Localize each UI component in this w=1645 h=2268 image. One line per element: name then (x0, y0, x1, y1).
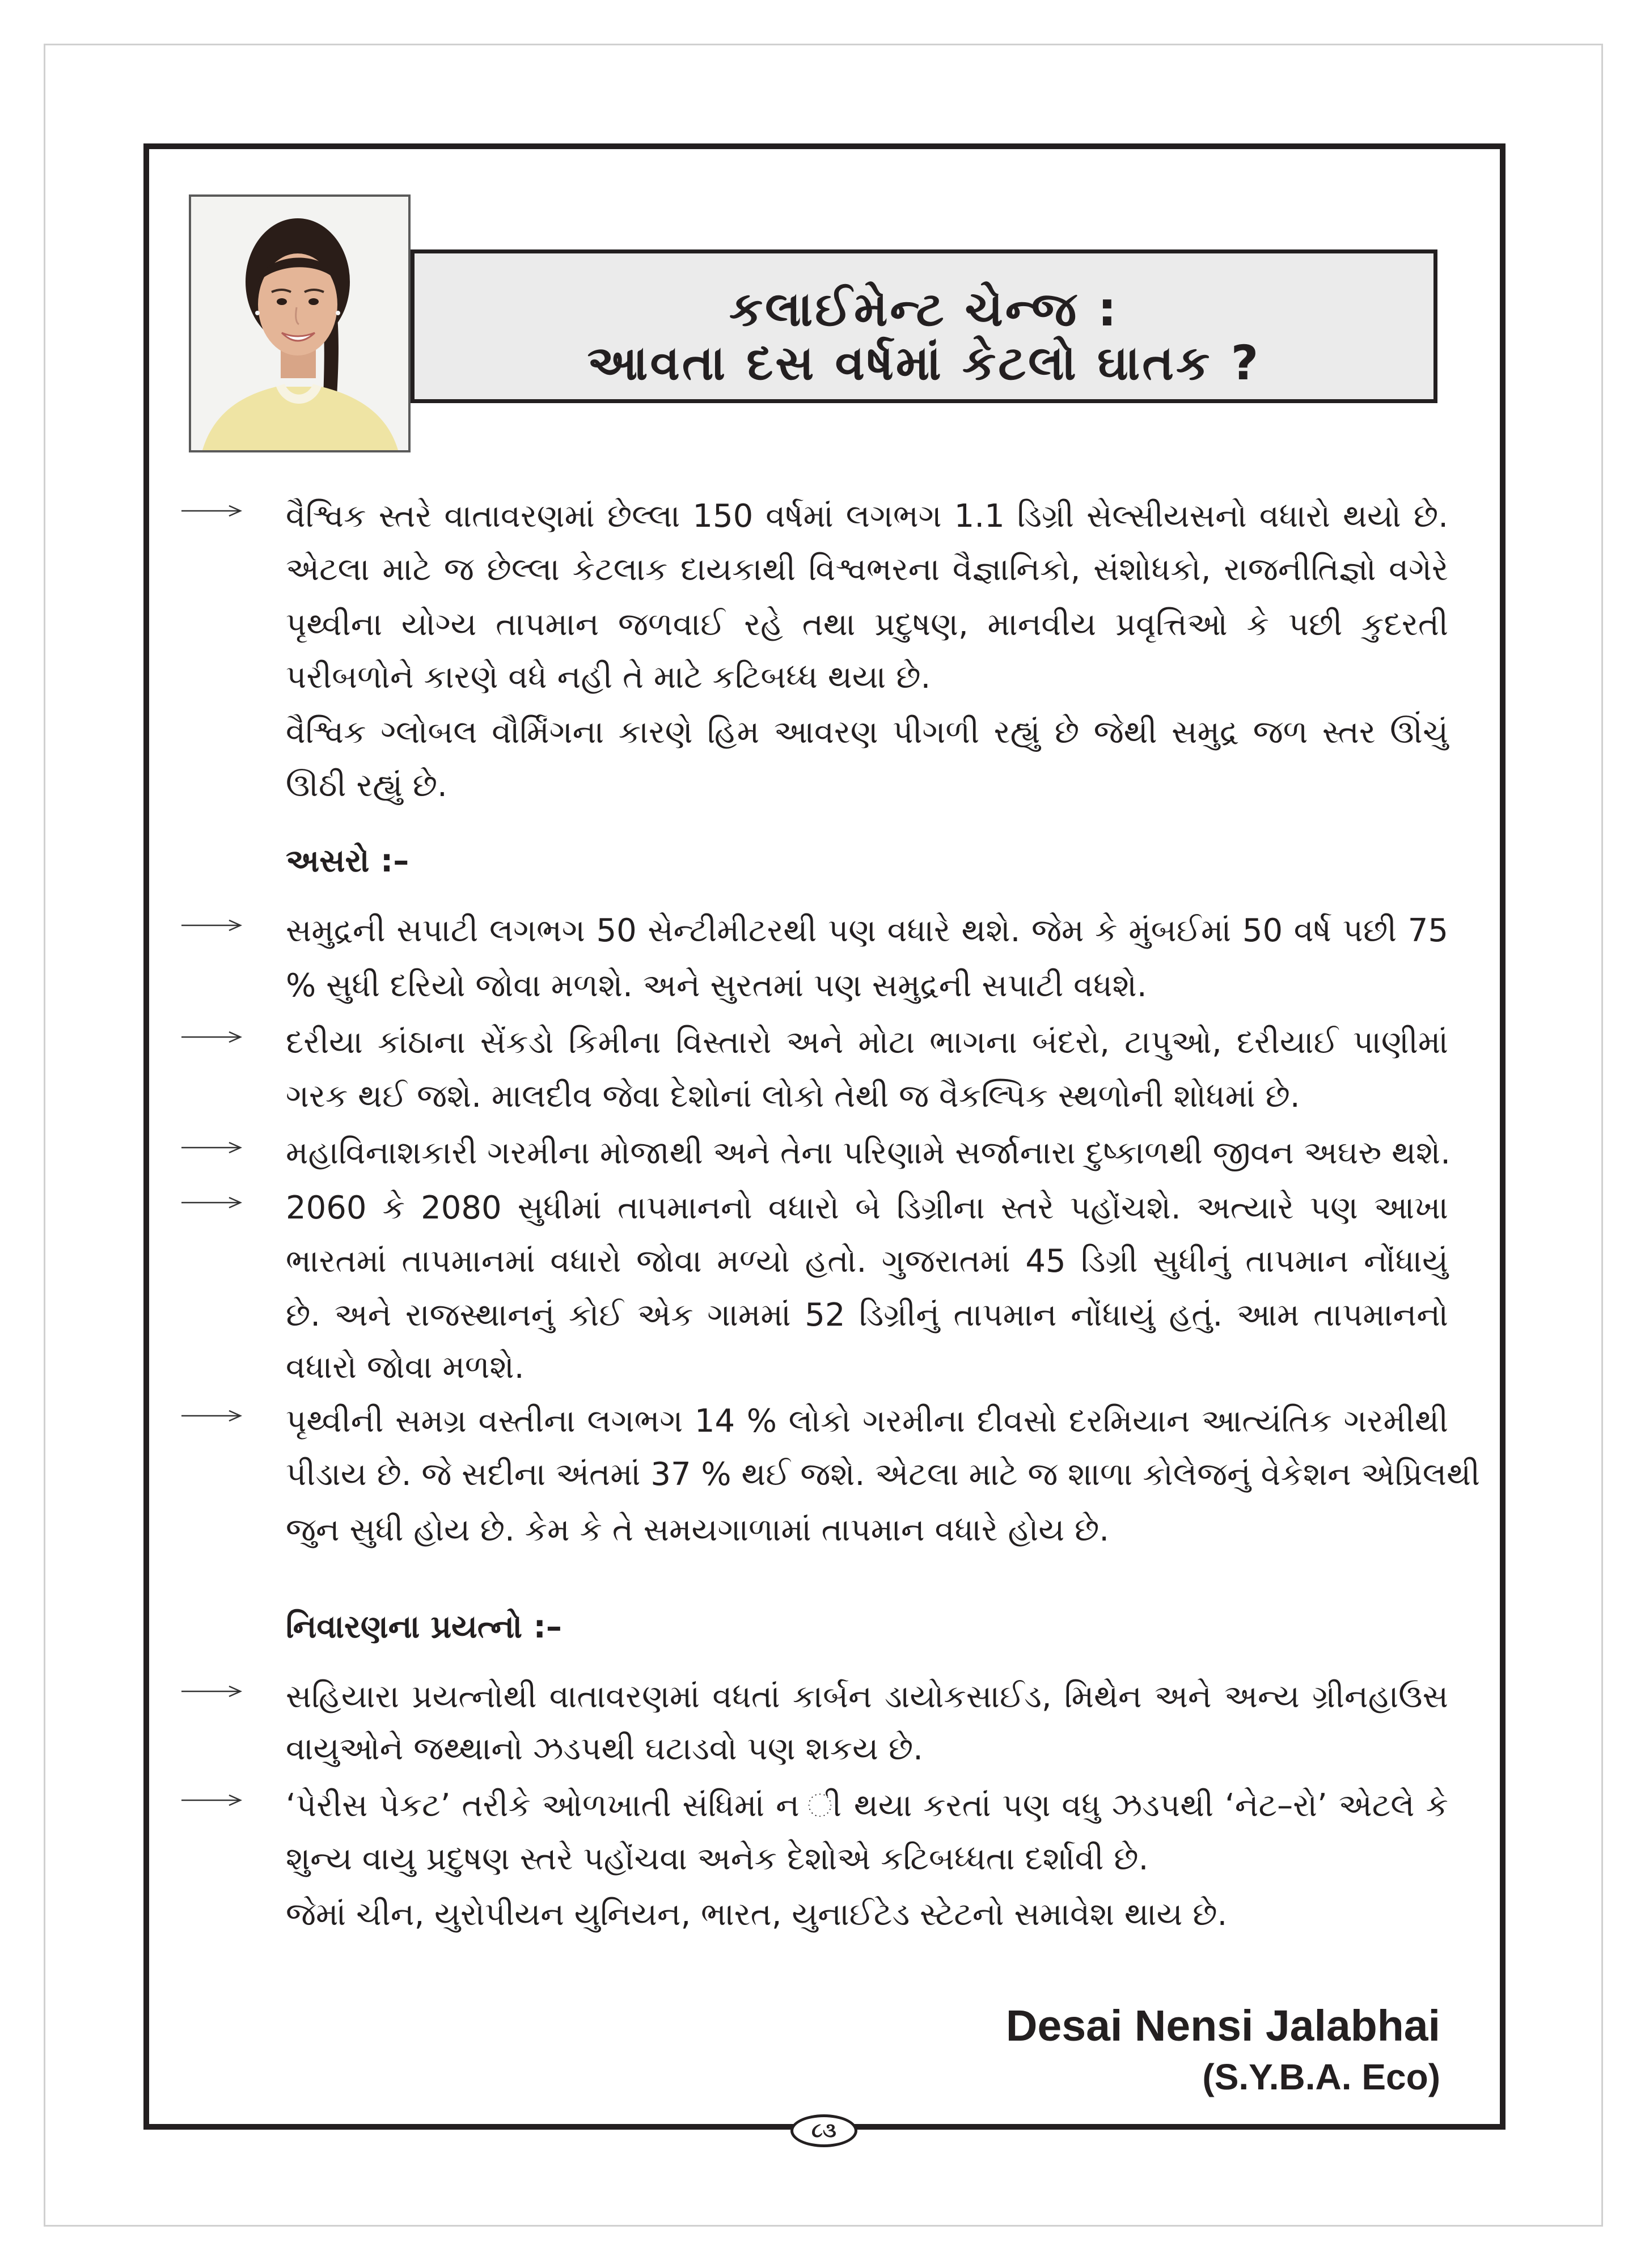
effects-item-line: સમુદ્રની સપાટી લગભગ 50 સેન્ટીમીટરથી પણ વધારે થશે. જેમ કે મુંબઈમાં 50 વર્ષ પછી 75 (286, 912, 1448, 949)
section-heading-remedies: નિવારણના પ્રયત્નો :– (286, 1609, 562, 1645)
section-heading-effects: અસરો :– (286, 843, 409, 879)
right-arrow-icon (180, 1682, 243, 1700)
effects-item-line: છે. અને રાજસ્થાનનું કોઈ એક ગામમાં 52 ડિગ્રીનું તાપમાન નોંધાયું હતું. આમ તાપમાનનો (286, 1297, 1448, 1334)
author-name: Desai Nensi Jalabhai (1005, 2002, 1440, 2050)
right-arrow-icon (180, 1791, 243, 1809)
effects-item-line: પૃથ્વીની સમગ્ર વસ્તીના લગભગ 14 % લોકો ગરમીના દીવસો દરમિયાન આત્યંતિક ગરમીથી (286, 1403, 1448, 1440)
article-title-line-1: કલાઈમેન્ટ ચેન્જ : (729, 281, 1119, 337)
effects-item-line: વધારો જોવા મળશે. (286, 1349, 525, 1386)
intro-text-line: પૃથ્વીના યોગ્ય તાપમાન જળવાઈ રહે તથા પ્રદુષણ, માનવીય પ્રવૃત્તિઓ કે પછી કુદરતી (286, 606, 1448, 643)
remedies-item-line: જેમાં ચીન, યુરોપીયન યુનિયન, ભારત, યુનાઈટેડ સ્ટેટનો સમાવેશ થાય છે. (286, 1896, 1228, 1933)
right-arrow-icon (180, 502, 243, 520)
effects-item-line: 2060 કે 2080 સુધીમાં તાપમાનનો વધારો બે ડિગ્રીના સ્તરે પહોંચશે. અત્યારે પણ આખા (286, 1190, 1448, 1226)
remedies-item-line: સહિયારા પ્રયત્નોથી વાતાવરણમાં વધતાં કાર્બન ડાયોકસાઈડ, મિથેન અને અન્ય ગ્રીનહાઉસ (286, 1678, 1448, 1715)
right-arrow-icon (180, 1194, 243, 1212)
right-arrow-icon (180, 1407, 243, 1425)
intro-text-line: વૈશ્વિક ગ્લોબલ વૌર્મિંગના કારણે હિમ આવરણ પીગળી રહ્યું છે જેથી સમુદ્ર જળ સ્તર ઊંચું (286, 714, 1448, 751)
effects-item-line: ભારતમાં તાપમાનમાં વધારો જોવા મળ્યો હતો. ગુજરાતમાં 45 ડિગ્રી સુધીનું તાપમાન નોંધાયું (286, 1243, 1448, 1280)
right-arrow-icon (180, 1028, 243, 1046)
effects-item-line: % સુધી દરિયો જોવા મળશે. અને સુરતમાં પણ સમુદ્રની સપાટી વધશે. (286, 967, 1147, 1004)
effects-item-line: મહાવિનાશકારી ગરમીના મોજાથી અને તેના પરિણામે સર્જાનારા દુષ્કાળથી જીવન અઘરુ થશે. (286, 1135, 1451, 1171)
effects-item-line: ગરક થઈ જશે. માલદીવ જેવા દેશોનાં લોકો તેથી જ વૈકલ્પિક સ્થળોની શોધમાં છે. (286, 1078, 1300, 1115)
effects-item-line: જુન સુધી હોય છે. કેમ કે તે સમયગાળામાં તાપમાન વધારે હોય છે. (286, 1512, 1110, 1548)
intro-text-line: એટલા માટે જ છેલ્લા કેટલાક દાયકાથી વિશ્વભરના વૈજ્ઞાનિકો, સંશોધકો, રાજનીતિજ્ઞો વગેરે (286, 551, 1448, 588)
effects-item-line: દરીયા કાંઠાના સેંકડો કિમીના વિસ્તારો અને મોટા ભાગના બંદરો, ટાપુઓ, દરીયાઈ પાણીમાં (286, 1024, 1448, 1061)
page-number: ૮૩ (811, 2119, 836, 2142)
author-photo (189, 194, 411, 452)
effects-item-line: પીડાય છે. જે સદીના અંતમાં 37 % થઈ જશે. એટલા માટે જ શાળા કોલેજનું વેકેશન એપ્રિલથી (286, 1456, 1481, 1493)
intro-text-line: વૈશ્વિક સ્તરે વાતાવરણમાં છેલ્લા 150 વર્ષમાં લગભગ 1.1 ડિગ્રી સેલ્સીયસનો વધારો થયો છે. (286, 498, 1448, 535)
right-arrow-icon (180, 916, 243, 934)
intro-text-line: પરીબળોને કારણે વધે નહી તે માટે કટિબધ્ધ થયા છે. (286, 659, 931, 696)
intro-text-line: ઊઠી રહ્યું છે. (286, 767, 447, 804)
remedies-item-line: શુન્ય વાયુ પ્રદુષણ સ્તરે પહોંચવા અનેક દેશોએ કટિબધ્ધતા દર્શાવી છે. (286, 1840, 1149, 1877)
title-box (411, 249, 1437, 403)
author-class: (S.Y.B.A. Eco) (1202, 2057, 1440, 2097)
page-number-badge (790, 2114, 857, 2147)
remedies-item-line: ‘પેરીસ પેકટ’ તરીકે ઓળખાતી સંધિમાં ન ી થયા કરતાં પણ વધુ ઝડપથી ‘નેટ–રો’ એટલે કે (286, 1787, 1448, 1824)
article-title-line-2: આવતા દસ વર્ષમાં કેટલો ઘાતક ? (587, 335, 1261, 391)
remedies-item-line: વાયુઓને જથ્થાનો ઝડપથી ઘટાડવો પણ શકય છે. (286, 1730, 923, 1767)
right-arrow-icon (180, 1139, 243, 1157)
